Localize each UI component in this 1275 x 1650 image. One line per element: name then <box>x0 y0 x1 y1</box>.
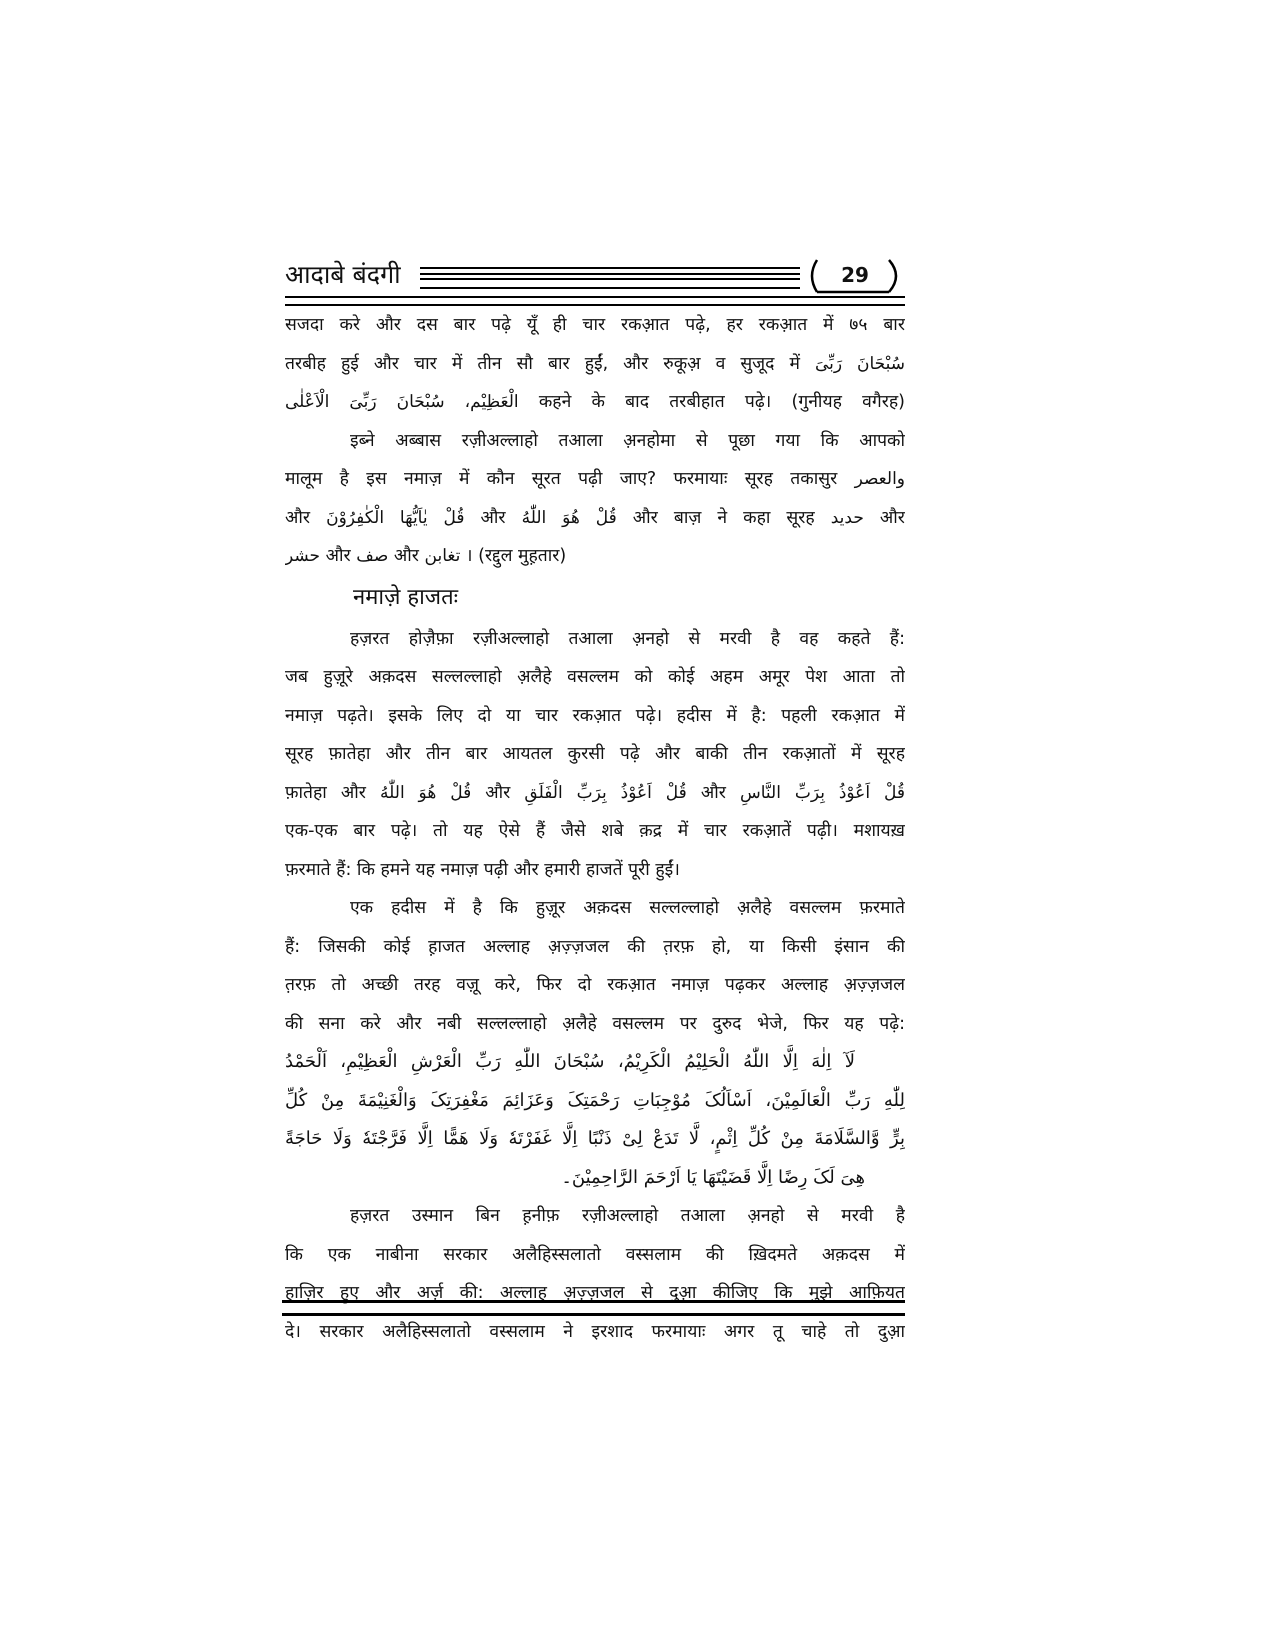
book-page <box>285 258 905 1342</box>
text-line: हज़रत होज़ैफ़ा रज़ीअल्लाहो तआला अ़नहो से मरवी है वह कहते हैं: <box>350 628 905 649</box>
text-line: हज़रत उस्मान बिन ह़नीफ़ रज़ीअल्लाहो तआला अ़नहो से मरवी है <box>350 1206 905 1226</box>
text-line: सजदा करे और दस बार पढ़े यूँ ही चार रकअ़ात पढ़े, हर रकअ़ात में ७५ बार <box>285 315 905 335</box>
page-number: 29 <box>841 263 869 287</box>
text-line: दे। सरकार अलैहिस्सलातो वस्सलाम ने इरशाद फरमायाः अगर तू चाहे तो दुआ़ <box>285 1321 905 1342</box>
arabic-dua-line: لِلّٰهِ رَبِّ الْعَالَمِیْنَ، اَسْاَلُکَ مُوْجِبَاتِ رَحْمَتِکَ وَعَزَائِمَ مَغْفِرَتِکَ وَالْغَنِیْمَةَ مِنْ کُلِّ <box>285 1089 905 1111</box>
page-body <box>285 306 905 1351</box>
text-line: और قُلْ یٰاَیُّهَا الْکٰفِرُوْنَ और قُلْ هُوَ اللّٰهُ और बाज़ ने कहा सूरह حدید और <box>285 507 905 528</box>
text-line: सूरह फ़ातेहा और तीन बार आयतल कुरसी पढ़े और बाकी तीन रकअ़ातों में सूरह <box>285 744 905 764</box>
text-line: हाज़िर हुए और अर्ज़ की: अल्लाह अ़ज़्ज़जल से दुआ़ कीजिए कि मुझे आफ़ियत <box>285 1283 905 1303</box>
arabic-dua-line: هِیَ لَکَ رِضًا اِلَّا قَضَیْتَهَا یَا اَرْحَمَ الرَّاحِمِیْنَ۔ <box>561 1166 865 1188</box>
text-line: हैं: जिसकी कोई ह़ाजत अल्लाह अ़ज़्ज़जल की त़रफ़ हो, या किसी इंसान की <box>285 936 905 957</box>
text-line: जब हुज़ूरे अक़दस सल्लल्लाहो अ़लैहे वसल्लम को कोई अहम अमूर पेश आता तो <box>285 667 905 687</box>
text-line: कि एक नाबीना सरकार अलैहिस्सलातो वस्सलाम की ख़िदमते अक़दस में <box>285 1244 905 1265</box>
text-line: नमाज़ पढ़ते। इसके लिए दो या चार रकअ़ात पढ़े। हदीस में है: पहली रकअ़ात में <box>285 705 905 726</box>
text-line: الْعَظِیْم، سُبْحَانَ رَبِّیَ الْاَعْلٰی कहने के बाद तरबीहात पढ़े। (गुनीयह वगैरह) <box>285 392 905 412</box>
arabic-dua-line: بِرٍّ وَّالسَّلَامَةَ مِنْ کُلِّ اِثْمٍ، لَّا تَدَعْ لِیْ ذَنْبًا اِلَّا غَفَرْتَهٗ وَلَا هَمًّا اِلَّا فَرَّجْتَهٗ وَلَا حَاجَةً <box>285 1128 905 1149</box>
header-decorative-rules <box>420 267 800 289</box>
text-line: حشر और صف और تغابن । (रद्दुल मुह़तार) <box>285 546 567 566</box>
running-title: आदाबे बंदगी <box>285 260 401 289</box>
section-heading: नमाज़े हाजतः <box>353 584 459 610</box>
footer-rule <box>282 1300 905 1316</box>
page-number-badge <box>805 258 905 294</box>
text-line: फ़ातेहा और قُلْ هُوَ اللّٰهُ और قُلْ اَعُوْذُ بِرَبِّ الْفَلَقِ और قُلْ اَعُوْذُ بِرَبِّ النَّاسِ <box>285 782 905 803</box>
text-line: की सना करे और नबी सल्लल्लाहो अ़लैहे वसल्लम पर दुरुद भेजे, फिर यह पढ़े: <box>285 1013 905 1034</box>
text-line: मालूम है इस नमाज़ में कौन सूरत पढ़ी जाए? फरमायाः सूरह तकासुर والعصر <box>285 469 905 489</box>
text-line: फ़रमाते हैं: कि हमने यह नमाज़ पढ़ी और हमारी हाजतें पूरी हुईं। <box>285 859 680 880</box>
text-line: तरबीह हुई और चार में तीन सौ बार हुईं, और रुकूअ़ व सुजूद में سُبْحَانَ رَبِّیَ <box>285 353 905 374</box>
arabic-dua-line: لَآ اِلٰهَ اِلَّا اللّٰهُ الْحَلِیْمُ الْکَرِیْمُ، سُبْحَانَ اللّٰهِ رَبِّ الْعَرْشِ الْعَظِیْمِ، اَلْحَمْدُ <box>285 1051 855 1072</box>
page-header <box>285 258 905 300</box>
text-line: एक हदीस में है कि हुज़ूर अक़दस सल्लल्लाहो अ़लैहे वसल्लम फ़रमाते <box>350 898 905 918</box>
header-underline <box>285 296 905 306</box>
text-line: एक-एक बार पढ़े। तो यह ऐसे हैं जैसे शबे क़द्र में चार रकअ़ातें पढ़ी। मशायख़ <box>285 821 905 841</box>
text-line: इब्ने अब्बास रज़ीअल्लाहो तआला अ़नहोमा से पूछा गया कि आपको <box>350 430 905 451</box>
text-line: त़रफ़ तो अच्छी तरह वज़ू करे, फिर दो रकअ़ात नमाज़ पढ़कर अल्लाह अ़ज़्ज़जल <box>285 975 905 995</box>
